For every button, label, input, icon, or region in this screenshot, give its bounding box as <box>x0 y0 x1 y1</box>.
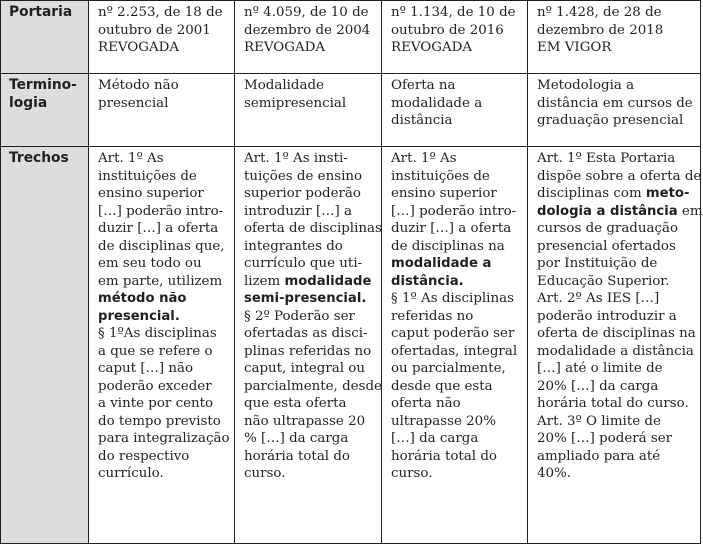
text-line: distância em cursos de <box>537 95 693 111</box>
bold-term: método não <box>98 291 187 306</box>
portaria-cell-1 <box>89 1 235 74</box>
text-line: semipresencial <box>244 95 347 111</box>
text-line: Modalidade <box>244 78 324 93</box>
text-line: duzir […] a oferta <box>391 221 512 236</box>
text-line: 40%. <box>537 466 572 481</box>
text-line: integrantes do <box>244 238 343 254</box>
bold-term: distância. <box>391 273 464 289</box>
text-line: curso. <box>391 466 433 481</box>
text-line: poderão introduzir a <box>537 308 677 324</box>
text-line: ensino superior <box>98 186 204 201</box>
text-line: em seu todo ou <box>98 256 202 271</box>
text-line: Art. 3º O limite de <box>537 413 661 429</box>
text-line: plinas referidas no <box>244 343 372 359</box>
portaria-cell-2 <box>235 1 382 74</box>
text-line: currículo. <box>98 466 164 481</box>
text-line: não ultrapasse 20 <box>244 413 366 429</box>
terminologia-cell-1 <box>89 74 235 147</box>
text-line: introduzir […] a <box>244 203 353 219</box>
text-line: § 1º As disciplinas <box>391 291 514 306</box>
text-line: dezembro de 2018 <box>537 22 664 38</box>
text-line: modalidade a distância <box>537 343 694 359</box>
bold-term: dologia a distância <box>537 203 678 219</box>
header-terminologia-label: logia <box>9 94 48 111</box>
text-line: horária total do curso. <box>537 396 689 411</box>
text-line: de disciplinas na <box>391 238 505 254</box>
text-line: tuições de ensino <box>244 168 363 184</box>
text-line: poderão exceder <box>98 378 212 394</box>
bold-term: modalidade a <box>391 256 492 271</box>
status-revogada: REVOGADA <box>391 40 473 55</box>
text-line: nº 1.428, de 28 de <box>537 5 662 20</box>
text-line: modalidade a <box>391 95 483 111</box>
text-line: distância <box>391 113 453 128</box>
text-line: por Instituição de <box>537 256 658 271</box>
trechos-cell-2 <box>235 147 382 544</box>
text-line: parcialmente, desde <box>244 378 382 394</box>
text-line: Art. 1º As insti- <box>244 151 348 166</box>
status-revogada: REVOGADA <box>244 40 326 55</box>
portaria-cell-4 <box>528 1 701 74</box>
text-line: 20% […] da carga <box>537 378 659 394</box>
text-line: outubro de 2016 <box>391 22 504 38</box>
text-line: cursos de graduação <box>537 221 679 236</box>
text-line-mixed: disciplinas com meto- <box>537 186 690 201</box>
text-line: Método não <box>98 78 179 93</box>
header-trechos-label: Trechos <box>9 150 69 166</box>
header-terminologia <box>1 74 89 147</box>
text-line: […] até o limite de <box>537 361 663 376</box>
text-line: em parte, utilizem <box>98 273 223 289</box>
text-line: de disciplinas que, <box>98 238 225 254</box>
trechos-cell-1 <box>89 147 235 544</box>
bold-term: modalidade <box>284 273 372 289</box>
text-line: superior poderão <box>244 186 361 201</box>
portaria-cell-3 <box>382 1 528 74</box>
text-line: presencial <box>98 95 169 111</box>
row-terminologia <box>1 74 701 147</box>
text-line: ensino superior <box>391 186 497 201</box>
bold-term: presencial. <box>98 308 180 324</box>
text-line: […] poderão intro- <box>98 203 224 219</box>
text-line-mixed: dologia a distância em <box>537 203 703 219</box>
text-line: curso. <box>244 466 286 481</box>
text-line: horária total do <box>391 448 497 464</box>
header-trechos <box>1 147 89 544</box>
text-line: presencial ofertados <box>537 238 676 254</box>
text-line: nº 1.134, de 10 de <box>391 5 516 20</box>
row-trechos <box>1 147 701 544</box>
trechos-cell-4 <box>528 147 701 544</box>
trechos-cell-3 <box>382 147 528 544</box>
text-line: dispõe sobre a oferta de <box>537 168 702 184</box>
text-line: Art. 1º Esta Portaria <box>537 151 676 166</box>
text-line: desde que esta <box>391 378 493 394</box>
bold-term: meto- <box>645 186 690 201</box>
text-line: outubro de 2001 <box>98 22 211 38</box>
bold-term: semi-presencial. <box>244 291 367 306</box>
text-line: graduação presencial <box>537 113 684 128</box>
text-line: ou parcialmente, <box>391 361 506 376</box>
text-line: […] poderão intro- <box>391 203 517 219</box>
text-line: § 2º Poderão ser <box>244 308 355 324</box>
text-line: do tempo previsto <box>98 413 221 429</box>
text-line: Art. 2º As IES […] <box>537 291 660 306</box>
text-line: horária total do <box>244 448 350 464</box>
text-line: Metodologia a <box>537 78 635 93</box>
text-line: ampliado para até <box>537 448 661 464</box>
terminologia-cell-3 <box>382 74 528 147</box>
text-line: que esta oferta <box>244 396 347 411</box>
text-line: caput poderão ser <box>391 326 515 341</box>
text-line: nº 4.059, de 10 de <box>244 5 369 20</box>
terminologia-cell-4 <box>528 74 701 147</box>
text-line: Art. 1º As <box>98 151 164 166</box>
text-line: oferta de disciplinas na <box>537 326 696 341</box>
text-line: dezembro de 2004 <box>244 22 371 38</box>
text-line: instituições de <box>98 168 197 184</box>
text-line: do respectivo <box>98 448 190 464</box>
text-line: caput […] não <box>98 361 194 376</box>
text-line: nº 2.253, de 18 de <box>98 5 223 20</box>
text-line: instituições de <box>391 168 490 184</box>
text-line: a vinte por cento <box>98 396 214 411</box>
text-line: ofertadas as disci- <box>244 326 368 341</box>
header-portaria-label: Portaria <box>9 4 73 20</box>
text-line: Art. 1º As <box>391 151 457 166</box>
text-line-mixed: lizem modalidade <box>244 273 372 289</box>
text-line: para integralização <box>98 431 230 446</box>
text-line: a que se refere o <box>98 343 213 359</box>
text-line: 20% […] poderá ser <box>537 431 673 446</box>
terminologia-cell-2 <box>235 74 382 147</box>
text-line: ultrapasse 20% <box>391 413 496 429</box>
text-line: […] da carga <box>391 431 479 446</box>
text-line: § 1ºAs disciplinas <box>98 326 217 341</box>
text-line: ofertadas, integral <box>391 343 518 359</box>
text-line: Educação Superior. <box>537 273 670 289</box>
text-line: Oferta na <box>391 78 456 93</box>
header-portaria <box>1 1 89 74</box>
status-em-vigor: EM VIGOR <box>537 40 612 55</box>
text-line: % […] da carga <box>244 431 349 446</box>
text-line: duzir […] a oferta <box>98 221 219 236</box>
text-line: oferta não <box>391 396 461 411</box>
text-line: currículo que uti- <box>244 256 363 271</box>
header-terminologia-label: Termino- <box>9 77 77 93</box>
text-line: oferta de disciplinas <box>244 221 382 236</box>
text-line: caput, integral ou <box>244 361 365 376</box>
row-portaria <box>1 1 701 74</box>
status-revogada: REVOGADA <box>98 40 180 55</box>
text-line: referidas no <box>391 308 474 324</box>
